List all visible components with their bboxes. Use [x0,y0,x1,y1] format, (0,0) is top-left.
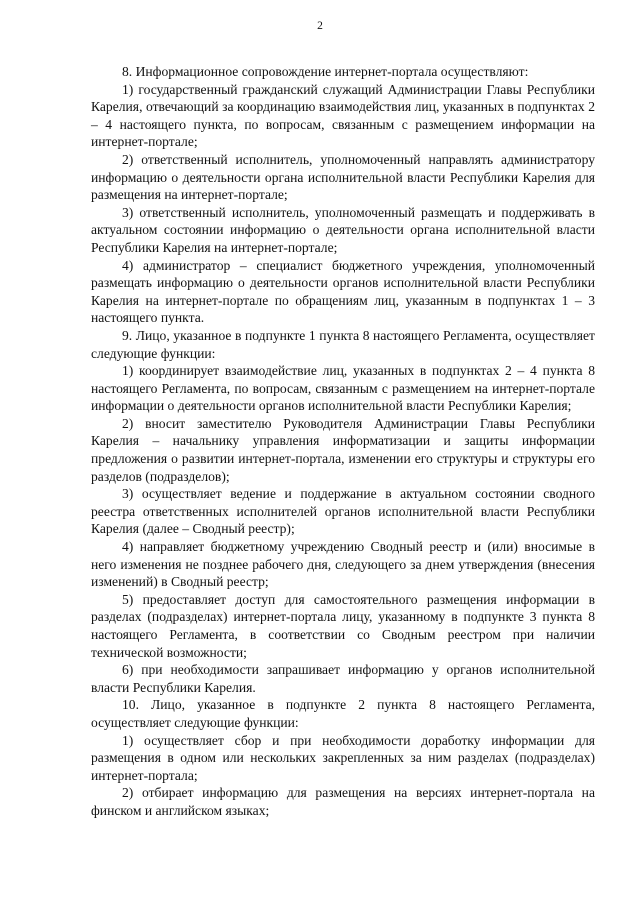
paragraph-item-8-1: 1) государственный гражданский служащий Администрации Главы Республики Карелия, отвечающий за координацию взаимодействия лиц, указанных в подпунктах 2 – 4 настоящего пункта, по вопросам, связанным с размещением информации на интернет-портале; [91,81,595,150]
paragraph-item-8-3: 3) ответственный исполнитель, уполномоченный размещать и поддерживать в актуальном состоянии информацию о деятельности органа исполнительной власти Республики Карелия на интернет-портале; [91,204,595,255]
paragraph-item-10: 10. Лицо, указанное в подпункте 2 пункта 8 настоящего Регламента, осуществляет следующие функции: [91,697,595,730]
paragraph-item-8-2: 2) ответственный исполнитель, уполномоченный направлять администратору информацию о деятельности органа исполнительной власти Республики Карелия для размещения на интернет-портале; [91,151,595,203]
paragraph-item-9-6: 6) при необходимости запрашивает информацию у органов исполнительной власти Республики Карелия. [91,662,595,695]
paragraph-item-9-2: 2) вносит заместителю Руководителя Администрации Главы Республики Карелия – начальнику управления информатизации и защиты информации предложения о развитии интернет-портала, изменении его структуры и структуры его разделов (подразделов); [91,415,595,484]
paragraph-item-9-1: 1) координирует взаимодействие лиц, указанных в подпунктах 2 – 4 пункта 8 настоящего Регламента, по вопросам, связанным с размещением на интернет-портале информации о деятельности органов исполнительной власти Республики Карелия; [91,363,595,414]
paragraph-item-9-4: 4) направляет бюджетному учреждению Сводный реестр и (или) вносимые в него изменения не позднее рабочего дня, следующего за днем утверждения (внесения изменений) в Сводный реестр; [91,539,595,590]
paragraph-item-8: 8. Информационное сопровождение интернет-портала осуществляют: [122,64,529,79]
paragraph-item-8-4: 4) администратор – специалист бюджетного учреждения, уполномоченный размещать информацию о деятельности органов исполнительной власти Республики Карелия на интернет-портале по обращениям лиц, указанным в подпунктах 1 – 3 настоящего пункта. [91,257,595,326]
paragraph-item-9-5: 5) предоставляет доступ для самостоятельного размещения информации в разделах (подразделах) интернет-портала лицу, указанному в подпункте 3 пункта 8 настоящего Регламента, в соответствии со Сводным реестром при наличии технической возможности; [91,591,595,660]
document-body [91,63,595,820]
page-number: 2 [317,20,323,32]
paragraph-item-9: 9. Лицо, указанное в подпункте 1 пункта 8 настоящего Регламента, осуществляет следующие функции: [91,327,595,361]
paragraph-item-10-1: 1) осуществляет сбор и при необходимости доработку информации для размещения в одном или нескольких закрепленных за ним разделах (подразделах) интернет-портала; [91,732,595,783]
paragraph-item-9-3: 3) осуществляет ведение и поддержание в актуальном состоянии сводного реестра ответственных исполнителей органов исполнительной власти Республики Карелия (далее – Сводный реестр); [91,486,595,537]
paragraph-item-10-2: 2) отбирает информацию для размещения на версиях интернет-портала на финском и английском языках; [91,785,595,818]
